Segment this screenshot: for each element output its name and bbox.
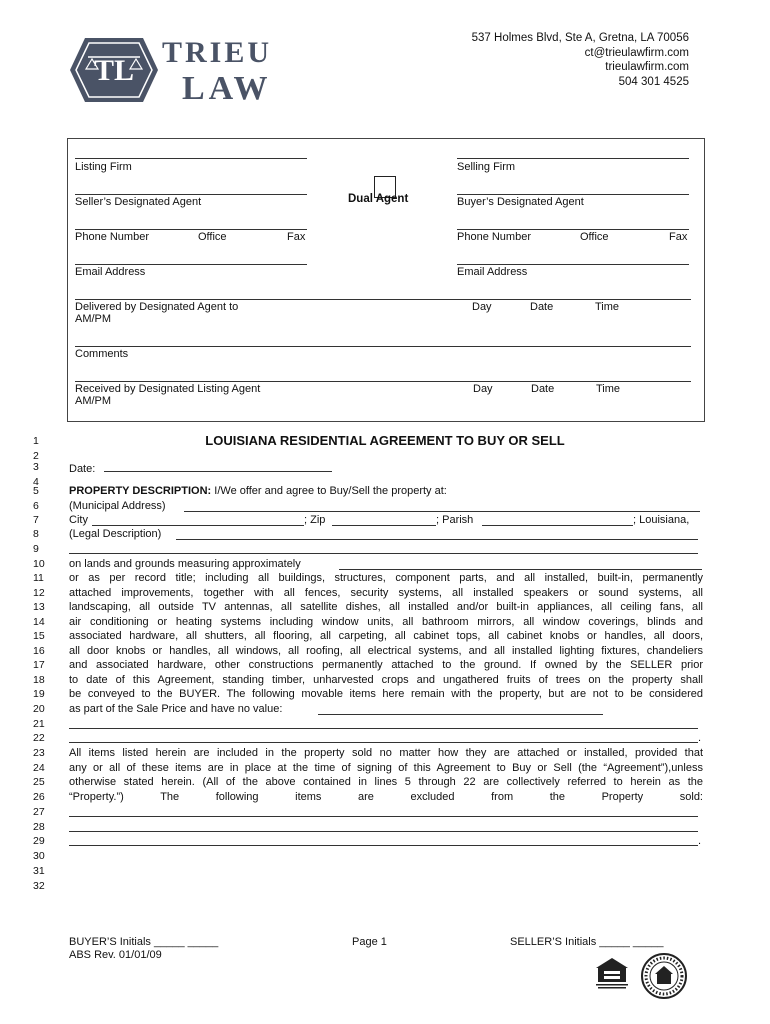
received-time-label: Time: [596, 383, 621, 395]
legal-label: (Legal Description): [69, 528, 162, 540]
line-24: any or all of these items are in place at the time of signing of this Agreement to Buy or Sell (the “Agreement”),unless: [69, 762, 703, 774]
sellers-agent-label: Seller’s Designated Agent: [75, 196, 202, 208]
line-number: 26: [33, 791, 45, 803]
excluded-field-3[interactable]: [69, 845, 698, 846]
parish-label: ; Parish: [436, 514, 474, 526]
property-row: [69, 485, 447, 497]
line-14: air conditioning or heating systems including window units, all bathroom mirrors, all window coverings, blinds and: [69, 616, 703, 628]
line-number: 10: [33, 558, 45, 570]
equal-housing-icon: [592, 956, 632, 990]
revision-label: ABS Rev. 01/01/09: [69, 949, 162, 961]
line-number: 31: [33, 865, 45, 877]
buyers-initials: BUYER’S Initials _____ _____: [69, 936, 219, 948]
delivered-day-label: Day: [472, 301, 492, 313]
zip-label: ; Zip: [304, 514, 326, 526]
louisiana-label: ; Louisiana,: [633, 514, 690, 526]
sellers-initials: SELLER’S Initials _____ _____: [510, 936, 664, 948]
logo-line2: LAW: [182, 70, 272, 105]
legal-field-2[interactable]: [69, 553, 698, 554]
delivered-ampm-label: AM/PM: [75, 313, 112, 325]
document-title: LOUISIANA RESIDENTIAL AGREEMENT TO BUY OR SELL: [205, 433, 565, 448]
line-number: 8: [33, 528, 39, 540]
line-number: 30: [33, 850, 45, 862]
line-13: landscaping, all outside TV antennas, all satellite dishes, all installed and/or built-in appliances, all ceiling fans, all: [69, 601, 703, 613]
line-20: as part of the Sale Price and have no value:: [69, 703, 283, 715]
seller-fax-label: Fax: [287, 231, 306, 243]
line-number: 2: [33, 450, 39, 462]
measurement-field[interactable]: [339, 569, 702, 570]
line-number: 29: [33, 835, 45, 847]
page-number: Page 1: [352, 936, 387, 948]
buyers-agent-label: Buyer’s Designated Agent: [457, 196, 584, 208]
delivered-by-label: Delivered by Designated Agent to: [75, 301, 239, 313]
svg-text:TL: TL: [93, 54, 135, 87]
city-field[interactable]: [92, 525, 304, 526]
line-number: 23: [33, 747, 45, 759]
line-number: 27: [33, 806, 45, 818]
parish-field[interactable]: [482, 525, 633, 526]
line-10: on lands and grounds measuring approximately: [69, 558, 301, 570]
line-number: 17: [33, 659, 45, 671]
line-number: 19: [33, 688, 45, 700]
municipal-label: (Municipal Address): [69, 500, 166, 512]
dual-agent-label: Dual Agent: [348, 193, 409, 205]
line-25: otherwise stated herein. (All of the above contained in lines 5 through 22 are collectively referred to herein as the: [69, 776, 703, 788]
line-number: 12: [33, 587, 45, 599]
delivered-time-label: Time: [595, 301, 620, 313]
line-number: 14: [33, 616, 45, 628]
movable-items-field-2[interactable]: [69, 728, 698, 729]
line-number: 28: [33, 821, 45, 833]
line-number: 13: [33, 601, 45, 613]
movable-items-field[interactable]: [318, 714, 603, 715]
address: 537 Holmes Blvd, Ste A, Gretna, LA 70056: [471, 32, 689, 44]
logo-line1: TRIEU: [162, 36, 273, 69]
contact-block: [472, 31, 689, 89]
line-number: 21: [33, 718, 45, 730]
line-number: 24: [33, 762, 45, 774]
line-number: 9: [33, 543, 39, 555]
listing-firm-label: Listing Firm: [75, 161, 132, 173]
line-18: to date of this Agreement, standing timber, unharvested crops and ungathered fruits of trees on the property shall: [69, 674, 703, 686]
date-field[interactable]: [104, 461, 332, 472]
line-number: 15: [33, 630, 45, 642]
line-number: 11: [33, 572, 44, 584]
selling-firm-label: Selling Firm: [457, 161, 516, 173]
received-by-label: Received by Designated Listing Agent: [75, 383, 261, 395]
line-17: and associated hardware, other constructions permanently attached to the ground. If owned by the SELLER prior: [69, 659, 703, 671]
line-23: All items listed herein are included in the property sold no matter how they are attached or installed, provided that: [69, 747, 703, 759]
line-19: be conveyed to the BUYER. The following movable items here remain with the property, but are not to be considered: [69, 688, 703, 700]
buyer-email-label: Email Address: [457, 266, 528, 278]
line-number: 22: [33, 732, 45, 744]
zip-field[interactable]: [332, 525, 436, 526]
excluded-field-2[interactable]: [69, 831, 698, 832]
excluded-field-1[interactable]: [69, 816, 698, 817]
line-15: associated hardware, all shutters, all flooring, all carpeting, all cabinet tops, all cabinet knobs or handles, all doors,: [69, 630, 703, 642]
line-number: 4: [33, 476, 39, 488]
line-number: 3: [33, 461, 39, 473]
date-row: [69, 461, 332, 475]
line-number: 20: [33, 703, 45, 715]
phone: 504 301 4525: [618, 75, 689, 88]
line-number: 6: [33, 500, 39, 512]
city-label: City: [69, 514, 88, 526]
received-ampm-label: AM/PM: [75, 395, 112, 407]
realtor-seal-icon: [640, 952, 688, 1000]
email[interactable]: ct@trieulawfirm.com: [584, 46, 689, 59]
seller-email-label: Email Address: [75, 266, 146, 278]
seller-phone-label: Phone Number: [75, 231, 149, 243]
line-29-period: .: [698, 835, 702, 847]
seller-office-label: Office: [198, 231, 227, 243]
municipal-field[interactable]: [184, 511, 700, 512]
line-22-period: .: [698, 732, 702, 744]
line-number: 18: [33, 674, 45, 686]
buyer-fax-label: Fax: [669, 231, 688, 243]
trieu-law-logo: [70, 35, 320, 105]
line-number: 7: [33, 514, 39, 526]
line-16: all door knobs or handles, all windows, all roofing, all electrical systems, and all installed lighting fixtures, chandeliers: [69, 645, 703, 657]
buyer-office-label: Office: [580, 231, 609, 243]
comments-label: Comments: [75, 348, 129, 360]
line-number: 5: [33, 485, 39, 497]
received-day-label: Day: [473, 383, 493, 395]
line-number: 16: [33, 645, 45, 657]
movable-items-field-3[interactable]: [69, 742, 698, 743]
line-number: 1: [33, 435, 39, 447]
property-heading: PROPERTY DESCRIPTION:: [69, 485, 212, 497]
website[interactable]: trieulawfirm.com: [605, 61, 689, 73]
line-11: or as per record title; including all buildings, structures, component parts, and all installed, built-in, permanently: [69, 572, 703, 584]
received-date-label: Date: [531, 383, 555, 395]
date-label: Date:: [69, 463, 96, 475]
line-26: “Property.”) The following items are excluded from the Property sold:: [69, 791, 703, 803]
legal-field[interactable]: [176, 539, 698, 540]
delivered-date-label: Date: [530, 301, 554, 313]
buyer-phone-label: Phone Number: [457, 231, 531, 243]
property-intro: I/We offer and agree to Buy/Sell the property at:: [214, 485, 447, 497]
line-number: 25: [33, 776, 45, 788]
line-number: 32: [33, 880, 45, 892]
line-12: attached improvements, together with all fences, security systems, all installed speakers or sound systems, all: [69, 587, 703, 599]
